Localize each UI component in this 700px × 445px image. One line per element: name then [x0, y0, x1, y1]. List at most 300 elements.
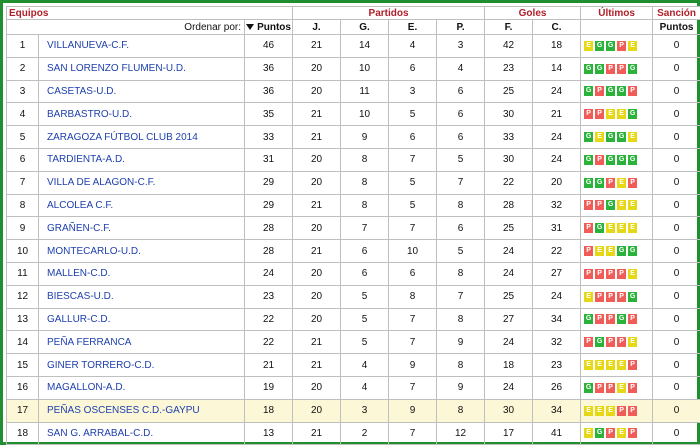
form-result-badge: P	[606, 383, 615, 393]
goals-against-cell: 14	[533, 57, 581, 80]
form-result-badge: G	[618, 247, 625, 255]
form-result-badge: E	[617, 428, 626, 438]
position-cell: 10	[7, 240, 39, 263]
drawn-cell: 4	[389, 35, 437, 58]
played-cell: 21	[293, 240, 341, 263]
won-cell: 11	[341, 80, 389, 103]
drawn-cell: 9	[389, 354, 437, 377]
ultimos-subheader	[581, 20, 653, 35]
drawn-cell: 5	[389, 171, 437, 194]
points-cell: 36	[245, 57, 293, 80]
goals-for-cell: 25	[485, 217, 533, 240]
table-row	[7, 126, 700, 149]
table-row	[7, 399, 700, 422]
form-result-badge: P	[628, 360, 637, 370]
recent-form-cell	[581, 262, 653, 285]
sanction-points-cell: 0	[653, 80, 700, 103]
form-result-badge: G	[585, 64, 592, 72]
lost-cell: 12	[437, 422, 485, 445]
form-result-badge: G	[596, 429, 603, 437]
team-link[interactable]: MAGALLON-A.D.	[39, 376, 245, 399]
played-cell: 21	[293, 126, 341, 149]
goals-for-cell: 24	[485, 240, 533, 263]
played-cell: 21	[293, 103, 341, 126]
form-result-badge: G	[607, 155, 614, 163]
form-result-badge: G	[596, 64, 603, 72]
played-cell: 20	[293, 376, 341, 399]
points-cell: 23	[245, 285, 293, 308]
form-result-badge: E	[628, 269, 637, 279]
lost-cell: 6	[437, 103, 485, 126]
form-result-badge: P	[628, 178, 637, 188]
won-cell: 6	[341, 262, 389, 285]
goals-for-cell: 28	[485, 194, 533, 217]
recent-form-cell	[581, 126, 653, 149]
recent-form-cell	[581, 308, 653, 331]
form-result-badge: E	[584, 292, 593, 302]
position-cell: 1	[7, 35, 39, 58]
goals-against-cell: 32	[533, 194, 581, 217]
goals-for-cell: 30	[485, 148, 533, 171]
form-result-badge: P	[595, 383, 604, 393]
sanction-points-cell: 0	[653, 126, 700, 149]
goles-header: Goles	[485, 7, 581, 20]
sanction-points-cell: 0	[653, 240, 700, 263]
form-result-badge: E	[606, 406, 615, 416]
form-result-badge: G	[618, 87, 625, 95]
position-cell: 7	[7, 171, 39, 194]
form-result-badge: P	[628, 428, 637, 438]
form-result-badge: E	[628, 223, 637, 233]
team-link[interactable]: VILLANUEVA-C.F.	[39, 35, 245, 58]
g-header: G.	[341, 20, 389, 35]
goals-against-cell: 34	[533, 399, 581, 422]
form-result-badge: E	[584, 41, 593, 51]
form-result-badge: E	[617, 223, 626, 233]
form-result-badge: P	[595, 86, 604, 96]
played-cell: 20	[293, 80, 341, 103]
form-result-badge: P	[617, 64, 626, 74]
goals-for-cell: 17	[485, 422, 533, 445]
form-result-badge: E	[628, 41, 637, 51]
team-link[interactable]: GALLUR-C.D.	[39, 308, 245, 331]
form-result-badge: G	[607, 201, 614, 209]
recent-form-cell	[581, 80, 653, 103]
drawn-cell: 6	[389, 57, 437, 80]
points-cell: 18	[245, 399, 293, 422]
points-cell: 29	[245, 194, 293, 217]
sanction-points-cell: 0	[653, 103, 700, 126]
form-result-badge: E	[617, 109, 626, 119]
form-result-badge: P	[584, 200, 593, 210]
drawn-cell: 5	[389, 194, 437, 217]
form-result-badge: G	[596, 41, 603, 49]
form-result-badge: E	[606, 246, 615, 256]
goals-against-cell: 18	[533, 35, 581, 58]
form-result-badge: P	[617, 406, 626, 416]
c-header: C.	[533, 20, 581, 35]
points-cell: 28	[245, 217, 293, 240]
goals-for-cell: 23	[485, 57, 533, 80]
form-result-badge: E	[617, 360, 626, 370]
table-row	[7, 331, 700, 354]
played-cell: 20	[293, 148, 341, 171]
team-link[interactable]: ALCOLEA C.F.	[39, 194, 245, 217]
form-result-badge: G	[629, 292, 636, 300]
position-cell: 5	[7, 126, 39, 149]
played-cell: 20	[293, 217, 341, 240]
table-row	[7, 354, 700, 377]
sanction-points-cell: 0	[653, 308, 700, 331]
form-result-badge: P	[606, 269, 615, 279]
sanction-points-cell: 0	[653, 57, 700, 80]
won-cell: 2	[341, 422, 389, 445]
form-result-badge: P	[606, 337, 615, 347]
position-cell: 12	[7, 285, 39, 308]
goals-against-cell: 26	[533, 376, 581, 399]
table-row	[7, 217, 700, 240]
played-cell: 21	[293, 422, 341, 445]
position-cell: 4	[7, 103, 39, 126]
position-cell: 18	[7, 422, 39, 445]
recent-form-cell	[581, 240, 653, 263]
position-cell: 2	[7, 57, 39, 80]
form-result-badge: P	[595, 109, 604, 119]
sanction-points-cell: 0	[653, 399, 700, 422]
position-cell: 16	[7, 376, 39, 399]
form-result-badge: P	[584, 223, 593, 233]
won-cell: 5	[341, 331, 389, 354]
form-result-badge: G	[585, 178, 592, 186]
lost-cell: 4	[437, 57, 485, 80]
points-cell: 46	[245, 35, 293, 58]
team-link[interactable]: CASETAS-U.D.	[39, 80, 245, 103]
table-row	[7, 285, 700, 308]
played-cell: 20	[293, 399, 341, 422]
form-result-badge: G	[585, 383, 592, 391]
recent-form-cell	[581, 171, 653, 194]
played-cell: 20	[293, 308, 341, 331]
played-cell: 20	[293, 285, 341, 308]
form-result-badge: P	[595, 269, 604, 279]
form-result-badge: P	[628, 406, 637, 416]
form-result-badge: G	[585, 315, 592, 323]
team-link[interactable]: TARDIENTA-A.D.	[39, 148, 245, 171]
sanction-points-cell: 0	[653, 354, 700, 377]
goals-for-cell: 24	[485, 331, 533, 354]
team-link[interactable]: GINER TORRERO-C.D.	[39, 354, 245, 377]
form-result-badge: G	[618, 155, 625, 163]
team-link[interactable]: MALLEN-C.D.	[39, 262, 245, 285]
form-result-badge: G	[585, 155, 592, 163]
position-cell: 17	[7, 399, 39, 422]
goals-against-cell: 27	[533, 262, 581, 285]
form-result-badge: G	[629, 110, 636, 118]
lost-cell: 3	[437, 35, 485, 58]
won-cell: 10	[341, 57, 389, 80]
form-result-badge: E	[606, 223, 615, 233]
points-cell: 22	[245, 331, 293, 354]
won-cell: 4	[341, 376, 389, 399]
goals-against-cell: 24	[533, 80, 581, 103]
won-cell: 8	[341, 148, 389, 171]
position-cell: 14	[7, 331, 39, 354]
sancion-header: Sanción	[653, 7, 700, 20]
e-header: E.	[389, 20, 437, 35]
form-result-badge: G	[618, 315, 625, 323]
form-result-badge: G	[585, 87, 592, 95]
lost-cell: 9	[437, 376, 485, 399]
goals-against-cell: 41	[533, 422, 581, 445]
recent-form-cell	[581, 35, 653, 58]
table-row	[7, 308, 700, 331]
goals-against-cell: 20	[533, 171, 581, 194]
goals-for-cell: 33	[485, 126, 533, 149]
points-cell: 29	[245, 171, 293, 194]
lost-cell: 8	[437, 262, 485, 285]
drawn-cell: 7	[389, 148, 437, 171]
sanction-points-cell: 0	[653, 148, 700, 171]
sanction-points-cell: 0	[653, 376, 700, 399]
table-row	[7, 80, 700, 103]
position-cell: 13	[7, 308, 39, 331]
lost-cell: 8	[437, 354, 485, 377]
drawn-cell: 7	[389, 331, 437, 354]
form-result-badge: G	[596, 178, 603, 186]
drawn-cell: 7	[389, 422, 437, 445]
drawn-cell: 6	[389, 262, 437, 285]
form-result-badge: P	[628, 383, 637, 393]
goals-against-cell: 22	[533, 240, 581, 263]
sanction-points-cell: 0	[653, 217, 700, 240]
played-cell: 21	[293, 331, 341, 354]
form-result-badge: E	[595, 360, 604, 370]
form-result-badge: P	[606, 64, 615, 74]
points-cell: 22	[245, 308, 293, 331]
lost-cell: 6	[437, 80, 485, 103]
table-row	[7, 376, 700, 399]
team-link[interactable]: ZARAGOZA FÚTBOL CLUB 2014	[39, 126, 245, 149]
ultimos-header: Últimos	[581, 7, 653, 20]
drawn-cell: 7	[389, 376, 437, 399]
team-link[interactable]: PEÑA FERRANCA	[39, 331, 245, 354]
recent-form-cell	[581, 376, 653, 399]
recent-form-cell	[581, 194, 653, 217]
form-result-badge: P	[606, 292, 615, 302]
recent-form-cell	[581, 103, 653, 126]
recent-form-cell	[581, 354, 653, 377]
table-row	[7, 240, 700, 263]
goals-against-cell: 34	[533, 308, 581, 331]
position-cell: 6	[7, 148, 39, 171]
played-cell: 20	[293, 171, 341, 194]
goals-for-cell: 24	[485, 262, 533, 285]
table-row	[7, 262, 700, 285]
sanction-points-cell: 0	[653, 171, 700, 194]
lost-cell: 6	[437, 217, 485, 240]
form-result-badge: E	[628, 337, 637, 347]
lost-cell: 5	[437, 148, 485, 171]
sort-by-points[interactable]	[245, 20, 293, 35]
form-result-badge: P	[584, 246, 593, 256]
drawn-cell: 6	[389, 126, 437, 149]
table-row	[7, 35, 700, 58]
team-link[interactable]: VILLA DE ALAGON-C.F.	[39, 171, 245, 194]
goals-against-cell: 21	[533, 103, 581, 126]
points-cell: 31	[245, 148, 293, 171]
position-cell: 8	[7, 194, 39, 217]
form-result-badge: P	[628, 86, 637, 96]
points-cell: 21	[245, 354, 293, 377]
team-link[interactable]: SAN LORENZO FLUMEN-U.D.	[39, 57, 245, 80]
position-cell: 3	[7, 80, 39, 103]
drawn-cell: 7	[389, 217, 437, 240]
form-result-badge: E	[628, 132, 637, 142]
team-link[interactable]: GRAÑEN-C.F.	[39, 217, 245, 240]
team-link[interactable]: MONTECARLO-U.D.	[39, 240, 245, 263]
sancion-puntos-header: Puntos	[653, 20, 700, 35]
lost-cell: 7	[437, 285, 485, 308]
f-header: F.	[485, 20, 533, 35]
points-cell: 13	[245, 422, 293, 445]
form-result-badge: E	[606, 109, 615, 119]
points-cell: 24	[245, 262, 293, 285]
form-result-badge: G	[629, 64, 636, 72]
goals-for-cell: 27	[485, 308, 533, 331]
partidos-header: Partidos	[293, 7, 485, 20]
recent-form-cell	[581, 331, 653, 354]
table-row	[7, 148, 700, 171]
form-result-badge: E	[595, 406, 604, 416]
form-result-badge: P	[584, 109, 593, 119]
sanction-points-cell: 0	[653, 285, 700, 308]
goals-against-cell: 32	[533, 331, 581, 354]
goals-for-cell: 30	[485, 399, 533, 422]
team-link[interactable]: BARBASTRO-U.D.	[39, 103, 245, 126]
points-cell: 36	[245, 80, 293, 103]
recent-form-cell	[581, 399, 653, 422]
form-result-badge: P	[606, 178, 615, 188]
form-result-badge: P	[628, 314, 637, 324]
drawn-cell: 10	[389, 240, 437, 263]
goals-for-cell: 24	[485, 376, 533, 399]
form-result-badge: G	[596, 224, 603, 232]
form-result-badge: E	[606, 360, 615, 370]
form-result-badge: E	[617, 178, 626, 188]
lost-cell: 6	[437, 126, 485, 149]
table-row	[7, 103, 700, 126]
drawn-cell: 3	[389, 80, 437, 103]
lost-cell: 5	[437, 240, 485, 263]
won-cell: 9	[341, 126, 389, 149]
drawn-cell: 5	[389, 103, 437, 126]
table-row	[7, 422, 700, 445]
lost-cell: 8	[437, 308, 485, 331]
form-result-badge: E	[595, 132, 604, 142]
goals-against-cell: 24	[533, 126, 581, 149]
form-result-badge: P	[595, 314, 604, 324]
won-cell: 6	[341, 240, 389, 263]
won-cell: 8	[341, 194, 389, 217]
drawn-cell: 9	[389, 399, 437, 422]
form-result-badge: P	[584, 337, 593, 347]
sanction-points-cell: 0	[653, 35, 700, 58]
played-cell: 21	[293, 35, 341, 58]
won-cell: 5	[341, 285, 389, 308]
form-result-badge: P	[606, 428, 615, 438]
form-result-badge: G	[629, 247, 636, 255]
points-cell: 33	[245, 126, 293, 149]
sanction-points-cell: 0	[653, 422, 700, 445]
points-cell: 35	[245, 103, 293, 126]
form-result-badge: G	[607, 133, 614, 141]
form-result-badge: E	[584, 360, 593, 370]
form-result-badge: G	[618, 133, 625, 141]
form-result-badge: E	[617, 200, 626, 210]
form-result-badge: P	[595, 292, 604, 302]
sanction-points-cell: 0	[653, 194, 700, 217]
sanction-points-cell: 0	[653, 331, 700, 354]
sanction-points-cell: 0	[653, 262, 700, 285]
drawn-cell: 7	[389, 308, 437, 331]
goals-against-cell: 31	[533, 217, 581, 240]
equipos-header: Equipos	[7, 7, 293, 20]
goals-for-cell: 22	[485, 171, 533, 194]
sort-label: Ordenar por:	[184, 21, 241, 33]
played-cell: 21	[293, 354, 341, 377]
form-result-badge: P	[595, 200, 604, 210]
lost-cell: 9	[437, 331, 485, 354]
recent-form-cell	[581, 285, 653, 308]
form-result-badge: P	[584, 269, 593, 279]
position-cell: 9	[7, 217, 39, 240]
lost-cell: 7	[437, 171, 485, 194]
won-cell: 14	[341, 35, 389, 58]
form-result-badge: E	[584, 406, 593, 416]
goals-against-cell: 24	[533, 148, 581, 171]
won-cell: 10	[341, 103, 389, 126]
sort-control[interactable]	[7, 20, 245, 35]
goals-for-cell: 30	[485, 103, 533, 126]
puntos-header: Puntos	[257, 21, 291, 33]
form-result-badge: E	[617, 383, 626, 393]
table-row	[7, 171, 700, 194]
recent-form-cell	[581, 148, 653, 171]
form-result-badge: P	[617, 292, 626, 302]
lost-cell: 8	[437, 194, 485, 217]
goals-for-cell: 25	[485, 80, 533, 103]
team-link[interactable]: PEÑAS OSCENSES C.D.-GAYPU	[39, 399, 245, 422]
j-header: J.	[293, 20, 341, 35]
played-cell: 21	[293, 194, 341, 217]
played-cell: 20	[293, 57, 341, 80]
form-result-badge: G	[596, 338, 603, 346]
won-cell: 8	[341, 171, 389, 194]
form-result-badge: G	[607, 41, 614, 49]
standings-table	[6, 6, 700, 445]
table-row	[7, 194, 700, 217]
form-result-badge: G	[585, 133, 592, 141]
form-result-badge: P	[617, 269, 626, 279]
goals-for-cell: 42	[485, 35, 533, 58]
form-result-badge: P	[617, 337, 626, 347]
won-cell: 7	[341, 217, 389, 240]
team-link[interactable]: BIESCAS-U.D.	[39, 285, 245, 308]
team-link[interactable]: SAN G. ARRABAL-C.D.	[39, 422, 245, 445]
won-cell: 5	[341, 308, 389, 331]
form-result-badge: G	[607, 87, 614, 95]
sort-down-arrow-icon[interactable]	[246, 24, 254, 30]
